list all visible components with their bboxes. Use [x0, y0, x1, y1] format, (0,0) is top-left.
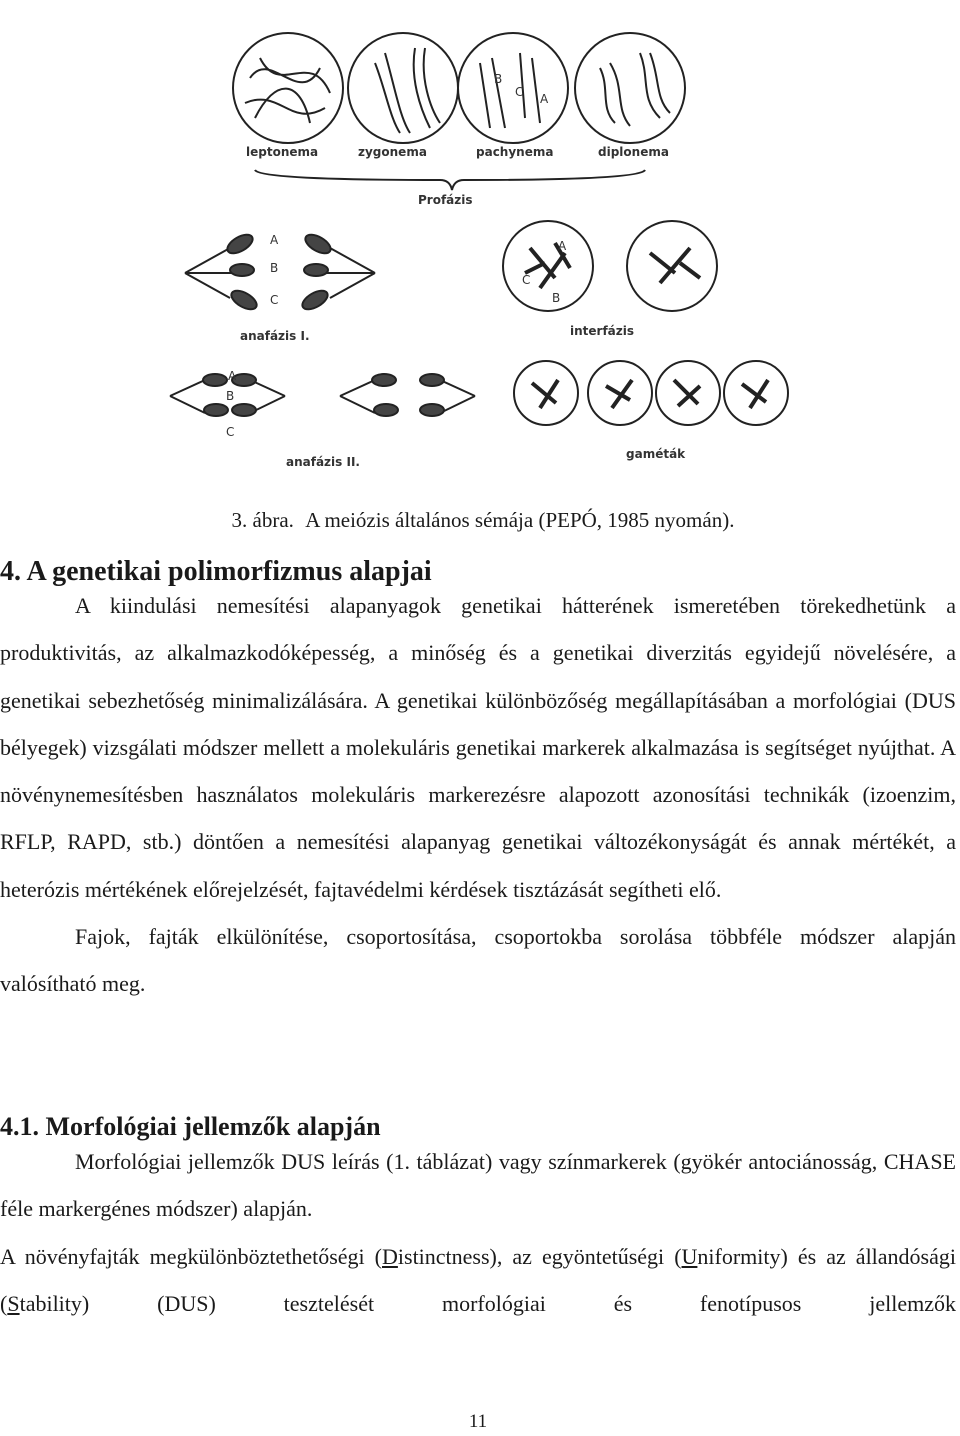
paragraph-4	[0, 1233, 956, 1328]
body-text-2	[0, 1138, 956, 1327]
p4-part-3: niformity) és az állandósági (	[0, 1243, 956, 1316]
label-profazis: Profázis	[418, 193, 473, 207]
p4-u-letter: U	[681, 1243, 698, 1269]
inter-letter-b: B	[552, 291, 561, 305]
paragraph-3: Morfológiai jellemzők DUS leírás (1. táblázat) vagy színmarkerek (gyökér antociánosság, CHASE féle markergénes módszer) alapján.	[0, 1149, 956, 1222]
label-gametak: gaméták	[626, 447, 686, 461]
inter-letter-c: C	[522, 273, 531, 287]
figure-caption	[0, 508, 960, 533]
pachynema-cell	[458, 33, 568, 143]
label-leptonema: leptonema	[246, 145, 319, 159]
label-anafazis-2: anafázis II.	[286, 455, 360, 469]
prophase-brace	[255, 170, 645, 190]
letter-c: C	[515, 85, 524, 99]
p4-part-4: tability) (DUS) tesztelését morfológiai és fenotípusos jellemzők	[19, 1290, 956, 1316]
paragraph-1: A kiindulási nemesítési alapanyagok genetikai hátterének ismeretében törekedhetünk a produktivitás, az alkalmazkodóképesség, a minőség és a genetikai diverzitás egyidejű növelésére, a genetikai sebezhetőség minimalizálására. A genetikai különbözőség megállapításában a morfológiai (DUS bélyegek) vizsgálati módszer mellett a molekuláris genetikai markerek alkalmazása is segítséget nyújthat. A növénynemesítésben használatos molekuláris markerezésre alapozott azonosítási technikák (izoenzim, RFLP, RAPD, stb.) döntően a nemesítési alapanyag genetikai változékonyságát és annak mértékét, a heterózis mértékének előrejelzését, fajtavédelmi kérdések tisztázását segítheti elő.	[0, 593, 956, 902]
label-diplonema: diplonema	[598, 145, 669, 159]
body-text-1	[0, 582, 956, 1008]
label-zygonema: zygonema	[358, 145, 427, 159]
section-heading: 4. A genetikai polimorfizmus alapjai	[0, 556, 432, 587]
letter-b: B	[494, 72, 503, 86]
ana1-letter-c: C	[270, 293, 279, 307]
p4-part-2: istinctness), az egyöntetűségi (	[397, 1243, 682, 1269]
ana2-letter-a: A	[228, 369, 237, 383]
caption-text: A meiózis általános sémája (PEPÓ, 1985 nyomán).	[305, 508, 735, 532]
interphase-cell-1	[503, 221, 593, 311]
letter-a: A	[540, 92, 549, 106]
p4-s-letter: S	[7, 1290, 20, 1316]
interphase-cell-2	[627, 221, 717, 311]
gamete-cells	[514, 361, 788, 425]
p4-part-1: A növényfajták megkülönböztethetőségi (	[0, 1243, 382, 1269]
zygonema-cell	[348, 33, 458, 143]
ana1-letter-a: A	[270, 233, 279, 247]
ana2-letter-c: C	[226, 425, 235, 439]
meiosis-figure	[160, 8, 820, 486]
caption-number: 3. ábra.	[231, 508, 294, 532]
leptonema-cell	[233, 33, 343, 143]
anaphase-2-drawing	[170, 374, 475, 416]
inter-letter-a: A	[558, 239, 567, 253]
meiosis-diagram	[160, 8, 820, 486]
label-interfazis: interfázis	[570, 324, 635, 338]
label-pachynema: pachynema	[476, 145, 554, 159]
page-number: 11	[468, 1411, 488, 1432]
ana2-letter-b: B	[226, 389, 235, 403]
p4-d-letter: D	[382, 1243, 398, 1269]
ana1-letter-b: B	[270, 261, 279, 275]
diplonema-cell	[575, 33, 685, 143]
subsection-heading: 4.1. Morfológiai jellemzők alapján	[0, 1112, 381, 1141]
anaphase-1-drawing	[185, 231, 375, 313]
label-anafazis-1: anafázis I.	[240, 329, 310, 343]
paragraph-2: Fajok, fajták elkülönítése, csoportosítása, csoportokba sorolása többféle módszer alapján valósítható meg.	[0, 924, 956, 997]
